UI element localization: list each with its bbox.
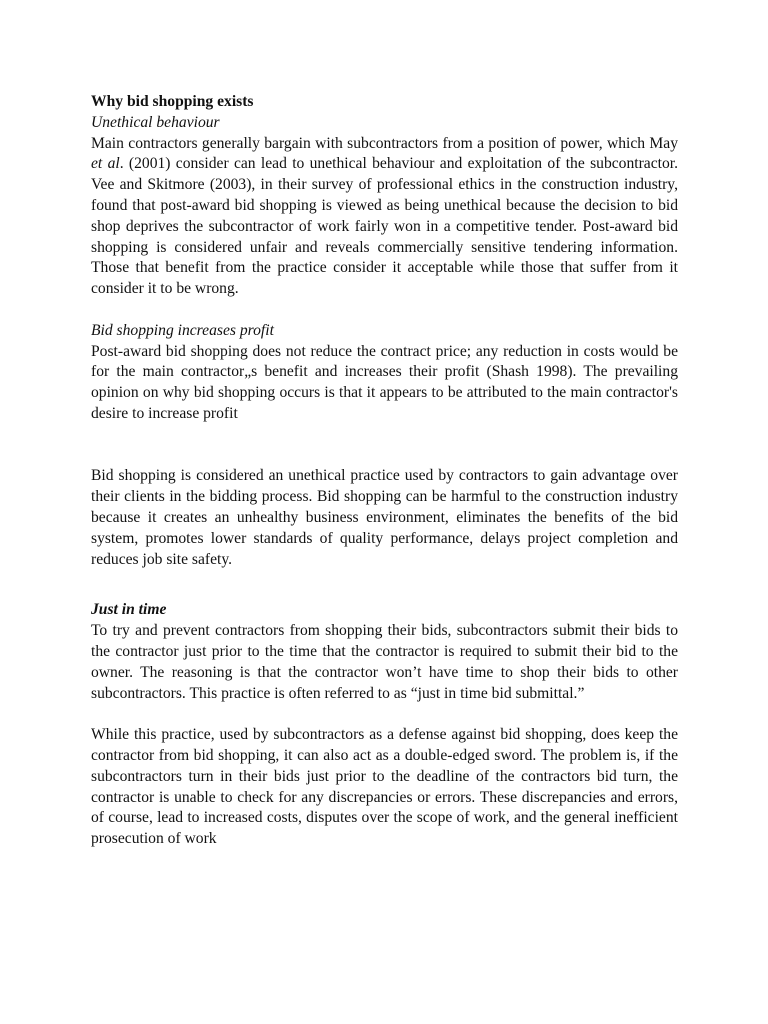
paragraph-text: . (2001) consider can lead to unethical behaviour and exploitation of the subcontractor. Vee and Skitmore (2003), in their survey of professional ethics in the construction industry, found that post-award bid shopping is viewed as being unethical because the decision to bid shop deprives the subcontractor of work fairly won in a competitive tender. Post-award bid shopping is considered unfair and reveals commercially sensitive tendering information. Those that benefit from the practice consider it acceptable while those that suffer from it consider it to be wrong. xyxy=(91,155,678,298)
spacer xyxy=(91,704,678,725)
subheading-unethical-behaviour: Unethical behaviour xyxy=(91,113,220,131)
subheading-just-in-time: Just in time xyxy=(91,601,167,619)
document-page xyxy=(91,92,678,850)
paragraph-increases-profit: Post-award bid shopping does not reduce the contract price; any reduction in costs would be for the main contractor„s benefit and increases their profit (Shash 1998). The prevailing opinion on why bid shopping occurs is that it appears to be attributed to the main contractor's desire to increase profit xyxy=(91,342,678,422)
subheading-bid-shopping-increases-profit: Bid shopping increases profit xyxy=(91,321,274,339)
spacer xyxy=(91,570,678,600)
spacer xyxy=(91,300,678,321)
paragraph-just-in-time: To try and prevent contractors from shopping their bids, subcontractors submit their bids to the contractor just prior to the time that the contractor is required to submit their bid to the owner. The reasoning is that the contractor won’t have time to shop their bids to other subcontractors. This practice is often referred to as “just in time bid submittal.” xyxy=(91,622,678,702)
paragraph-double-edged-sword: While this practice, used by subcontractors as a defense against bid shopping, does keep the contractor from bid shopping, it can also act as a double-edged sword. The problem is, if the subcontractors turn in their bids just prior to the deadline of the contractors bid turn, the contractor is unable to check for any discrepancies or errors. These discrepancies and errors, of course, lead to increased costs, disputes over the scope of work, and the general inefficient prosecution of work xyxy=(91,726,678,848)
paragraph-unethical-practice: Bid shopping is considered an unethical practice used by contractors to gain advantage over their clients in the bidding process. Bid shopping can be harmful to the construction industry because it creates an unhealthy business environment, eliminates the benefits of the bid system, promotes lower standards of quality performance, delays project completion and reduces job site safety. xyxy=(91,467,678,568)
paragraph-italic-text: et al xyxy=(91,155,120,173)
section-heading: Why bid shopping exists xyxy=(91,93,254,110)
paragraph-unethical-behaviour xyxy=(91,134,678,300)
paragraph-text: Main contractors generally bargain with subcontractors from a position of power, which May xyxy=(91,134,678,152)
spacer xyxy=(91,425,678,467)
